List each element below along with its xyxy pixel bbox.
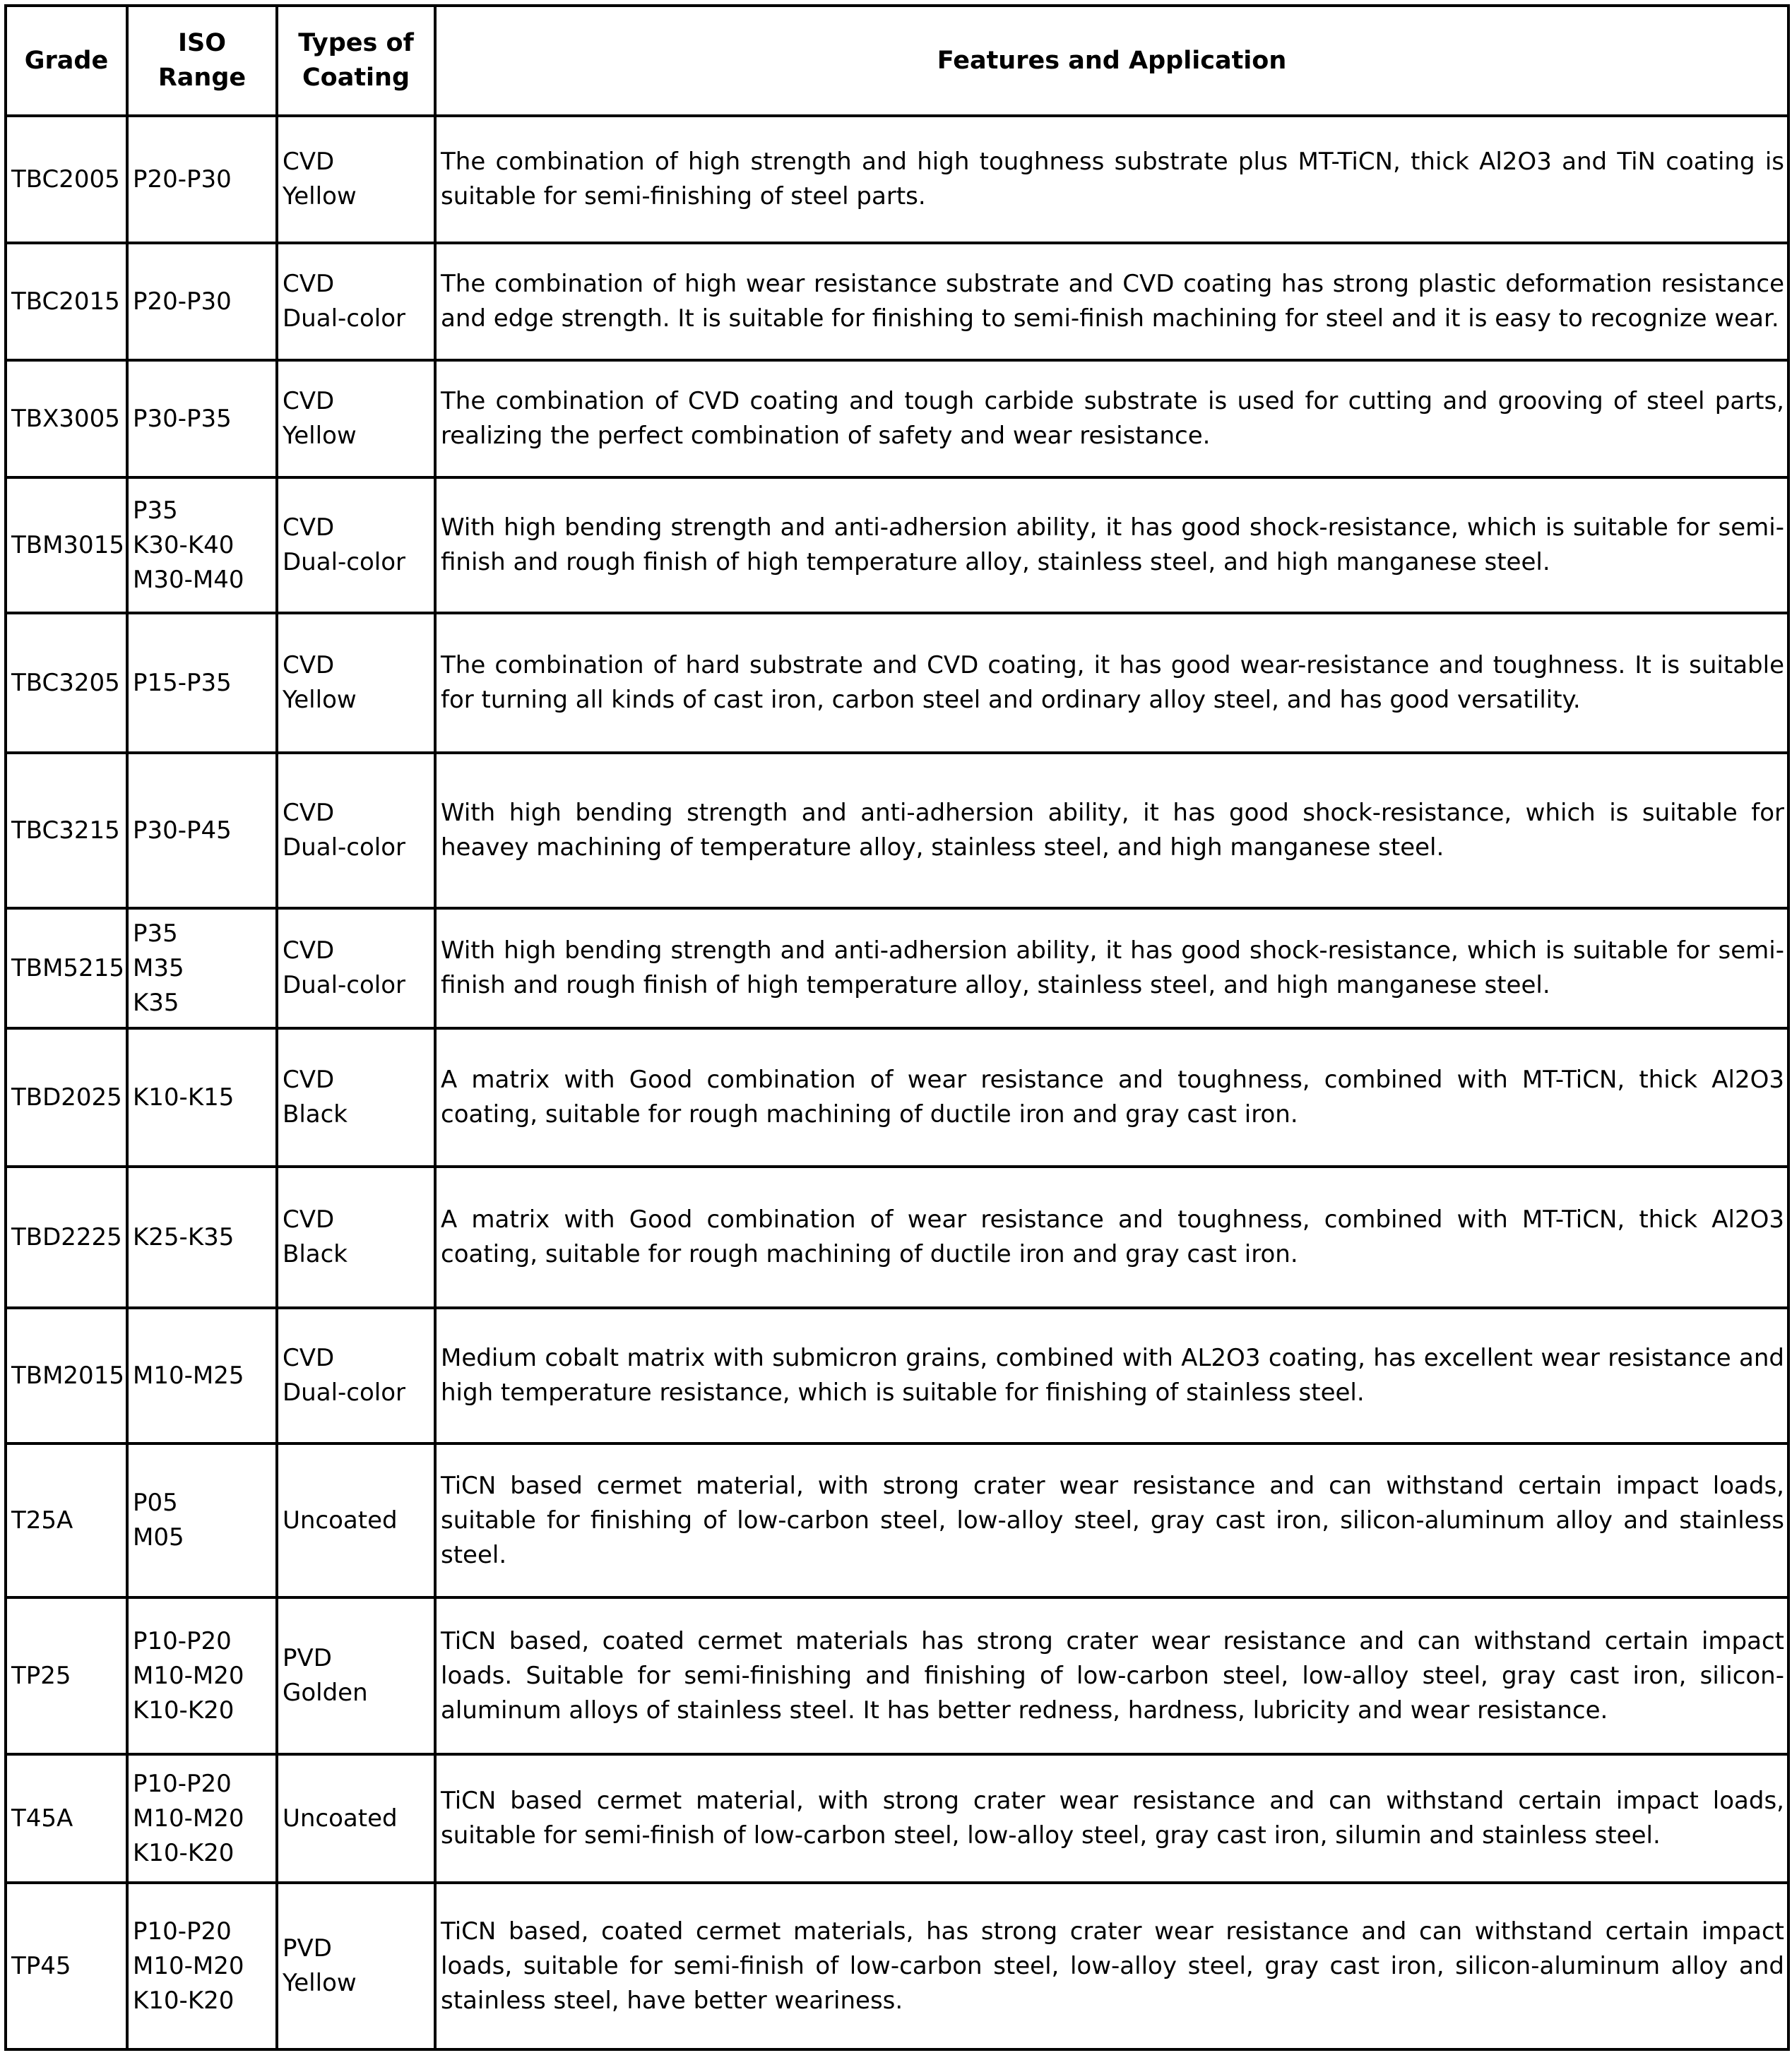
features-cell: The combination of high strength and high toughness substrate plus MT-TiCN, thick Al2O3 and TiN coating is suitable for semi-finishing of steel parts. [435,116,1788,243]
iso-range-value: P10-P20 [133,1917,232,1946]
coating-value: Golden [283,1679,368,1707]
coating-value: Uncoated [283,1804,398,1833]
table-row [6,1597,1788,1754]
coating-value: Dual-color [283,548,406,576]
coating-value: CVD [283,1066,335,1094]
coating-cell [277,477,435,613]
iso-range-value: K10-K20 [133,1838,235,1867]
iso-range-cell [127,116,277,243]
iso-range-cell [127,1308,277,1443]
coating-value: PVD [283,1644,332,1672]
iso-range-cell [127,908,277,1028]
grade-cell: TBX3005 [6,360,127,477]
iso-range-value: M05 [133,1523,184,1552]
coating-value: CVD [283,387,335,415]
grade-cell: TBM2015 [6,1308,127,1443]
header-coating-line: Types of [298,29,414,57]
iso-range-cell [127,753,277,908]
coating-value: CVD [283,148,335,176]
grade-cell: TBC3205 [6,613,127,753]
coating-cell [277,1883,435,2049]
iso-range-value: P10-P20 [133,1769,232,1798]
header-iso-range-line: ISO [178,29,226,57]
iso-range-cell [127,1883,277,2049]
grade-cell: TBD2025 [6,1028,127,1167]
features-cell: With high bending strength and anti-adhersion ability, it has good shock-resistance, which is suitable for heavey machining of temperature alloy, stainless steel, and high manganese steel. [435,753,1788,908]
grades-table [4,4,1790,2051]
iso-range-cell [127,1167,277,1308]
table-row [6,1028,1788,1167]
features-cell: A matrix with Good combination of wear resistance and toughness, combined with MT-TiCN, thick Al2O3 coating, suitable for rough machining of ductile iron and gray cast iron. [435,1167,1788,1308]
iso-range-cell [127,1443,277,1597]
features-cell: A matrix with Good combination of wear resistance and toughness, combined with MT-TiCN, thick Al2O3 coating, suitable for rough machining of ductile iron and gray cast iron. [435,1028,1788,1167]
grade-cell: T45A [6,1754,127,1883]
features-cell: TiCN based cermet material, with strong crater wear resistance and can withstand certain impact loads, suitable for finishing of low-carbon steel, low-alloy steel, gray cast iron, silicon-aluminum alloy and stainless steel. [435,1443,1788,1597]
iso-range-cell [127,613,277,753]
coating-value: CVD [283,1344,335,1372]
grade-cell: TBM5215 [6,908,127,1028]
coating-cell [277,1597,435,1754]
table-row [6,116,1788,243]
grade-cell: TBM3015 [6,477,127,613]
iso-range-value: P35 [133,496,178,525]
coating-cell [277,360,435,477]
iso-range-value: K10-K20 [133,1986,235,2015]
iso-range-value: M10-M25 [133,1361,244,1390]
header-grade: Grade [6,6,127,116]
iso-range-value: M30-M40 [133,565,244,594]
table-row [6,613,1788,753]
coating-value: Dual-color [283,833,406,862]
table-row [6,1443,1788,1597]
iso-range-cell [127,477,277,613]
features-cell: With high bending strength and anti-adhersion ability, it has good shock-resistance, which is suitable for semi-finish and rough finish of high temperature alloy, stainless steel, and high manganese steel. [435,477,1788,613]
coating-cell [277,243,435,360]
features-cell: The combination of CVD coating and tough carbide substrate is used for cutting and grooving of steel parts, realizing the perfect combination of safety and wear resistance. [435,360,1788,477]
coating-value: Yellow [283,686,357,714]
coating-value: Yellow [283,1969,357,1997]
features-cell: The combination of high wear resistance substrate and CVD coating has strong plastic deformation resistance and edge strength. It is suitable for finishing to semi-finish machining for steel and it is easy to recognize wear. [435,243,1788,360]
coating-cell [277,1167,435,1308]
coating-value: CVD [283,1205,335,1234]
coating-value: Yellow [283,422,357,450]
iso-range-value: K35 [133,988,179,1017]
coating-cell [277,613,435,753]
iso-range-value: P20-P30 [133,287,232,316]
coating-value: Dual-color [283,971,406,999]
grade-cell: TBC2005 [6,116,127,243]
iso-range-cell [127,1597,277,1754]
iso-range-cell [127,243,277,360]
iso-range-value: P10-P20 [133,1626,232,1655]
header-iso-range-line: Range [158,64,247,92]
coating-cell [277,116,435,243]
coating-value: CVD [283,799,335,827]
coating-value: CVD [283,651,335,679]
table-row [6,360,1788,477]
grade-cell: TP45 [6,1883,127,2049]
coating-value: Uncoated [283,1506,398,1535]
grade-cell: TBC3215 [6,753,127,908]
coating-value: Black [283,1240,348,1268]
iso-range-value: K30-K40 [133,530,235,559]
header-coating-line: Coating [302,64,410,92]
coating-cell [277,1754,435,1883]
features-cell: TiCN based, coated cermet materials, has strong crater wear resistance and can withstand certain impact loads, suitable for semi-finish of low-carbon steel, low-alloy steel, gray cast iron, silicon-aluminum alloy and stainless steel, have better weariness. [435,1883,1788,2049]
header-coating [277,6,435,116]
features-cell: Medium cobalt matrix with submicron grains, combined with AL2O3 coating, has excellent wear resistance and high temperature resistance, which is suitable for finishing of stainless steel. [435,1308,1788,1443]
table-body [6,116,1788,2049]
iso-range-value: K10-K15 [133,1083,235,1112]
coating-value: Yellow [283,182,357,210]
coating-value: Dual-color [283,304,406,333]
iso-range-value: M10-M20 [133,1951,244,1980]
iso-range-value: P30-P35 [133,404,232,433]
table-row [6,1308,1788,1443]
coating-value: PVD [283,1934,332,1963]
header-features: Features and Application [435,6,1788,116]
table-row [6,1754,1788,1883]
iso-range-value: M10-M20 [133,1804,244,1833]
iso-range-value: K25-K35 [133,1222,235,1251]
grade-cell: T25A [6,1443,127,1597]
table-row [6,243,1788,360]
table-row [6,1883,1788,2049]
table-row [6,1167,1788,1308]
iso-range-cell [127,1754,277,1883]
grade-cell: TBD2225 [6,1167,127,1308]
features-cell: With high bending strength and anti-adhersion ability, it has good shock-resistance, which is suitable for semi-finish and rough finish of high temperature alloy, stainless steel, and high manganese steel. [435,908,1788,1028]
features-cell: The combination of hard substrate and CVD coating, it has good wear-resistance and toughness. It is suitable for turning all kinds of cast iron, carbon steel and ordinary alloy steel, and has good versatility. [435,613,1788,753]
coating-value: Black [283,1100,348,1129]
coating-value: Dual-color [283,1379,406,1407]
iso-range-value: M10-M20 [133,1661,244,1690]
features-cell: TiCN based cermet material, with strong crater wear resistance and can withstand certain impact loads, suitable for semi-finish of low-carbon steel, low-alloy steel, gray cast iron, silumin and stainless steel. [435,1754,1788,1883]
iso-range-value: P30-P45 [133,816,232,845]
iso-range-value: P20-P30 [133,165,232,194]
table-row [6,477,1788,613]
iso-range-value: P35 [133,919,178,948]
coating-cell [277,753,435,908]
table-row [6,753,1788,908]
header-iso-range [127,6,277,116]
header-row [6,6,1788,116]
coating-value: CVD [283,270,335,298]
iso-range-value: M35 [133,953,184,982]
iso-range-value: P05 [133,1489,178,1517]
table-row [6,908,1788,1028]
coating-cell [277,1443,435,1597]
iso-range-cell [127,360,277,477]
coating-value: CVD [283,936,335,965]
iso-range-value: K10-K20 [133,1696,235,1725]
coating-value: CVD [283,513,335,542]
coating-cell [277,1028,435,1167]
iso-range-cell [127,1028,277,1167]
grade-cell: TBC2015 [6,243,127,360]
coating-cell [277,908,435,1028]
iso-range-value: P15-P35 [133,668,232,697]
coating-cell [277,1308,435,1443]
features-cell: TiCN based, coated cermet materials has strong crater wear resistance and can withstand certain impact loads. Suitable for semi-finishing and finishing of low-carbon steel, low-alloy steel, gray cast iron, silicon-aluminum alloys of stainless steel. It has better redness, hardness, lubricity and wear resistance. [435,1597,1788,1754]
grade-cell: TP25 [6,1597,127,1754]
